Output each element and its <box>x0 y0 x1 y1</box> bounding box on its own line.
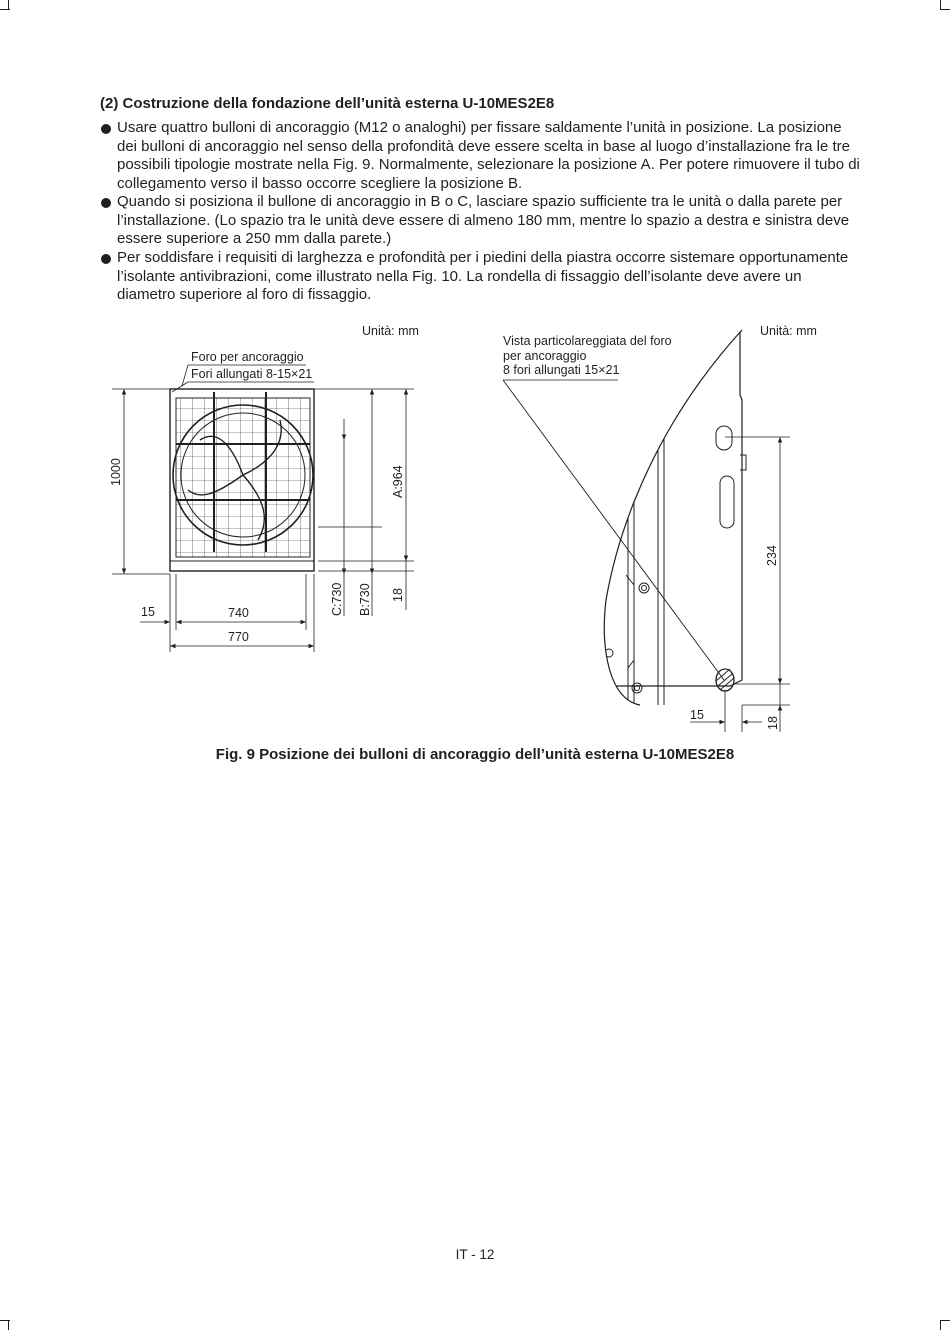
detail-view-unit <box>604 330 746 705</box>
page-number: IT - 12 <box>455 1247 495 1262</box>
dim-15-left: 15 <box>141 605 155 619</box>
dim-15-right: 15 <box>690 708 704 722</box>
slot-label: Fori allungati 8-15×21 <box>191 367 313 381</box>
crop-mark <box>940 1320 941 1330</box>
crop-mark <box>940 1320 950 1321</box>
detail-label: 8 fori allungati 15×21 <box>503 363 620 377</box>
dim-18-left: 18 <box>391 588 405 602</box>
dim-c: C:730 <box>330 582 344 616</box>
detail-label: Vista particolareggiata del foro <box>503 334 672 348</box>
unit-label-right: Unità: mm <box>760 324 817 338</box>
dim-770: 770 <box>228 630 249 644</box>
dim-234: 234 <box>765 545 779 566</box>
crop-mark <box>8 1320 9 1330</box>
dim-18-right: 18 <box>766 716 780 730</box>
hole-label: Foro per ancoraggio <box>191 350 304 364</box>
dim-a: A:964 <box>391 465 405 498</box>
bullet-text: Usare quattro bulloni di ancoraggio (M12 o analoghi) per fissare saldamente l’unità in posizione. La posizione dei bulloni di ancoraggio nel senso della profondità deve essere scelta in base al luogo d’installazione fra le tre possibili tipologie mostrate nella Fig. 9. Normalmente, selezionare la posizione A. Per potere rimuovere il tubo di collegamento verso il basso occorre scegliere la posizione B. <box>117 119 860 192</box>
dim-b: B:730 <box>358 583 372 616</box>
detail-label: per ancoraggio <box>503 349 587 363</box>
dim-740: 740 <box>228 606 249 620</box>
bullet-text: Quando si posiziona il bullone di ancoraggio in B o C, lasciare spazio sufficiente tra le unità o dalla parete per l’installazione. (Lo spazio tra le unità deve essere di almeno 180 mm, mentre lo spazio a destra e sinistra deve essere superiore a 250 mm dalla parete.) <box>117 193 850 247</box>
section-title: (2) Costruzione della fondazione dell’unità esterna U-10MES2E8 <box>100 95 555 112</box>
bullet-text: Per soddisfare i requisiti di larghezza e profondità per i piedini della piastra occorre sistemare opportunamente l’isolante antivibrazioni, come illustrato nella Fig. 10. La rondella di fissaggio dell’isolante deve avere un diametro superiore al foro di fissaggio. <box>117 249 849 303</box>
figure-caption: Fig. 9 Posizione dei bulloni di ancoraggio dell’unità esterna U-10MES2E8 <box>215 746 735 763</box>
front-view-unit <box>170 389 314 571</box>
crop-mark <box>0 1320 10 1321</box>
unit-label-left: Unità: mm <box>362 324 419 338</box>
dim-height: 1000 <box>109 458 123 486</box>
